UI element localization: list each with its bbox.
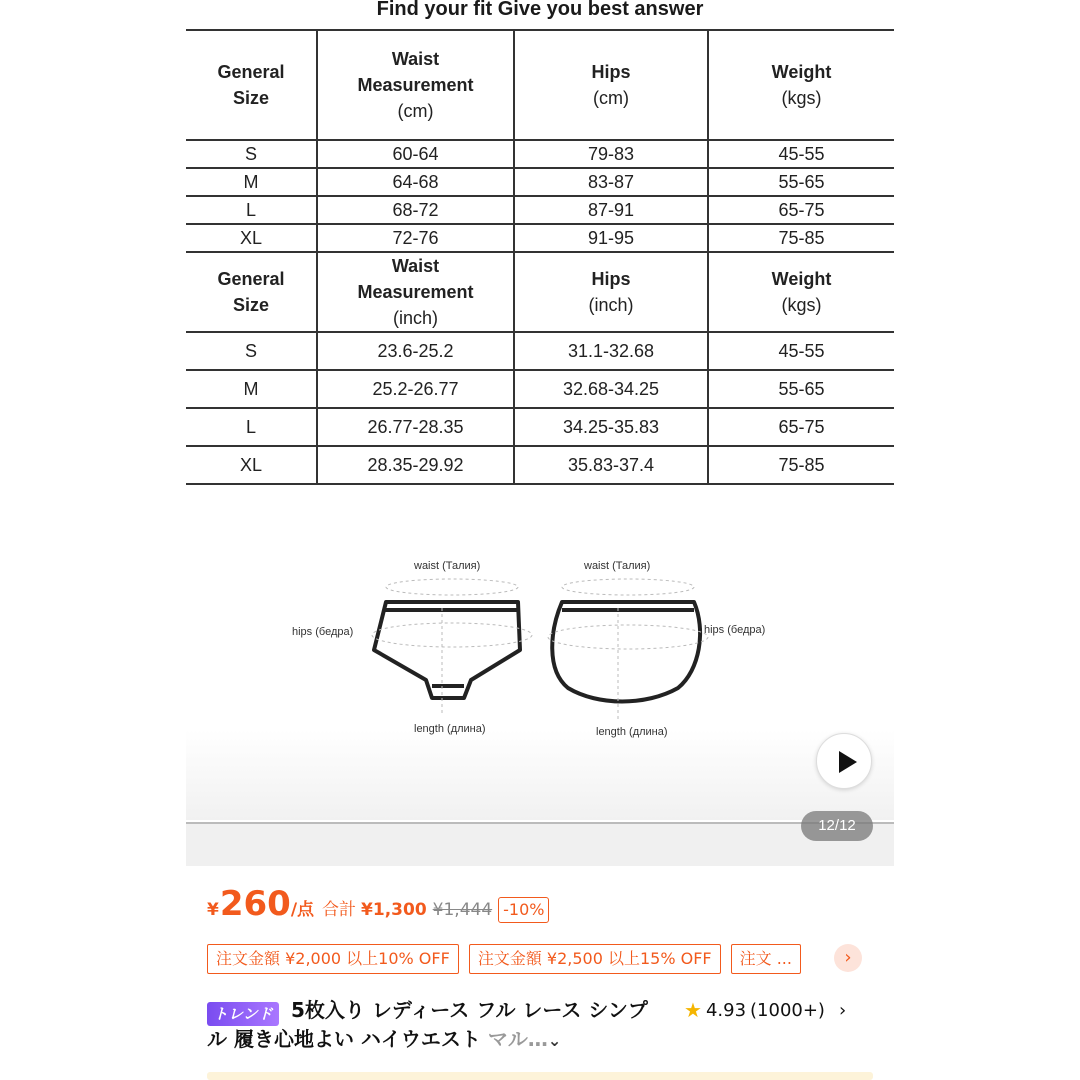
- table-row: [186, 196, 894, 224]
- price-currency: ¥: [207, 900, 219, 920]
- header-weight: Weight: [771, 62, 832, 82]
- discount-badge: -10%: [498, 897, 549, 923]
- product-image-size-chart[interactable]: [186, 0, 894, 866]
- cell-hips: 32.68-34.25: [514, 370, 708, 408]
- unit-price: 260: [219, 884, 291, 924]
- image-bottom-band: [186, 824, 894, 866]
- header-weight-unit: (kgs): [781, 295, 822, 315]
- rating-value: 4.93: [705, 999, 747, 1021]
- header-waist-line1: Waist: [391, 256, 440, 276]
- cell-hips: 83-87: [514, 168, 708, 196]
- cell-waist: 23.6-25.2: [317, 332, 514, 370]
- header-weight-unit: (kgs): [781, 88, 822, 108]
- cell-weight: 75-85: [708, 224, 894, 252]
- cell-size: S: [186, 140, 317, 168]
- cell-waist: 25.2-26.77: [317, 370, 514, 408]
- header-size-line1: General: [217, 269, 285, 289]
- header-waist-line2: Measurement: [357, 282, 474, 302]
- cell-hips: 79-83: [514, 140, 708, 168]
- cell-size: L: [186, 408, 317, 446]
- total-label: 合計: [322, 900, 357, 920]
- cell-hips: 34.25-35.83: [514, 408, 708, 446]
- size-table: [186, 29, 894, 485]
- table-header-inch: [186, 252, 894, 332]
- cell-size: M: [186, 168, 317, 196]
- cell-size: L: [186, 196, 317, 224]
- header-size-line1: General: [217, 62, 285, 82]
- header-waist-line2: Measurement: [357, 75, 474, 95]
- header-waist-unit: (inch): [392, 308, 438, 328]
- header-hips: Hips: [591, 62, 631, 82]
- cell-waist: 28.35-29.92: [317, 446, 514, 484]
- cell-size: M: [186, 370, 317, 408]
- chevron-down-icon[interactable]: ⌄: [547, 1031, 562, 1050]
- header-size-line2: Size: [232, 295, 270, 315]
- hips-label-back: hips (бедра): [704, 624, 766, 636]
- header-hips-unit: (inch): [588, 295, 634, 315]
- table-row: [186, 408, 894, 446]
- table-row: [186, 332, 894, 370]
- product-title-text: 5枚入り レディース フル レース シンプル 履き心地よい ハイウエスト: [207, 998, 648, 1051]
- chart-title: Find your fit Give you best answer: [376, 0, 704, 20]
- cell-weight: 45-55: [708, 332, 894, 370]
- length-label-back: length (длина): [596, 726, 668, 738]
- cell-waist: 72-76: [317, 224, 514, 252]
- original-price: ¥1,444: [432, 900, 493, 920]
- cell-size: XL: [186, 446, 317, 484]
- cell-weight: 55-65: [708, 168, 894, 196]
- table-row: [186, 370, 894, 408]
- header-weight: Weight: [771, 269, 832, 289]
- table-row: [186, 446, 894, 484]
- cell-weight: 75-85: [708, 446, 894, 484]
- coupon-chip[interactable]: 注文金額 ¥2,500 以上15% OFF: [469, 944, 721, 974]
- cell-hips: 87-91: [514, 196, 708, 224]
- header-hips: Hips: [591, 269, 631, 289]
- waist-label-front: waist (Талия): [414, 560, 481, 572]
- coupon-row: [207, 944, 801, 974]
- cell-waist: 68-72: [317, 196, 514, 224]
- header-size-line2: Size: [232, 88, 270, 108]
- header-waist-unit: (cm): [397, 101, 434, 121]
- rating-count: (1000+): [750, 999, 825, 1021]
- image-counter: 12/12: [801, 811, 873, 841]
- trend-badge: トレンド: [207, 1002, 279, 1026]
- cell-waist: 60-64: [317, 140, 514, 168]
- coupon-more-button[interactable]: [834, 944, 862, 972]
- cell-weight: 55-65: [708, 370, 894, 408]
- header-hips-unit: (cm): [593, 88, 629, 108]
- play-video-button[interactable]: [816, 733, 872, 789]
- cell-size: S: [186, 332, 317, 370]
- table-row: [186, 168, 894, 196]
- chevron-right-icon: ›: [838, 999, 847, 1021]
- cell-size: XL: [186, 224, 317, 252]
- table-row: [186, 140, 894, 168]
- header-waist-line1: Waist: [391, 49, 440, 69]
- total-price: ¥1,300: [361, 900, 427, 920]
- cell-hips: 35.83-37.4: [514, 446, 708, 484]
- cell-hips: 91-95: [514, 224, 708, 252]
- play-icon: [839, 751, 857, 773]
- hips-label-front: hips (бедра): [292, 626, 354, 638]
- table-row: [186, 224, 894, 252]
- cell-waist: 26.77-28.35: [317, 408, 514, 446]
- cell-weight: 65-75: [708, 196, 894, 224]
- coupon-chip[interactable]: 注文金額 ¥2,000 以上10% OFF: [207, 944, 459, 974]
- product-title-truncated: マル…: [487, 1027, 548, 1051]
- coupon-chip[interactable]: 注文 ...: [731, 944, 801, 974]
- cell-weight: 65-75: [708, 408, 894, 446]
- price-per-unit: /点: [290, 900, 315, 920]
- table-header-cm: [186, 30, 894, 140]
- chevron-right-icon: ›: [844, 947, 852, 968]
- underwear-diagram-svg: [186, 520, 894, 820]
- price-row: [207, 884, 549, 928]
- measurement-diagram: [186, 520, 894, 820]
- cell-weight: 45-55: [708, 140, 894, 168]
- length-label-front: length (длина): [414, 723, 486, 735]
- cell-waist: 64-68: [317, 168, 514, 196]
- cell-hips: 31.1-32.68: [514, 332, 708, 370]
- rating-summary[interactable]: [684, 997, 846, 1023]
- waist-label-back: waist (Талия): [584, 560, 651, 572]
- star-icon: ★: [684, 998, 702, 1022]
- bottom-banner: [207, 1072, 873, 1080]
